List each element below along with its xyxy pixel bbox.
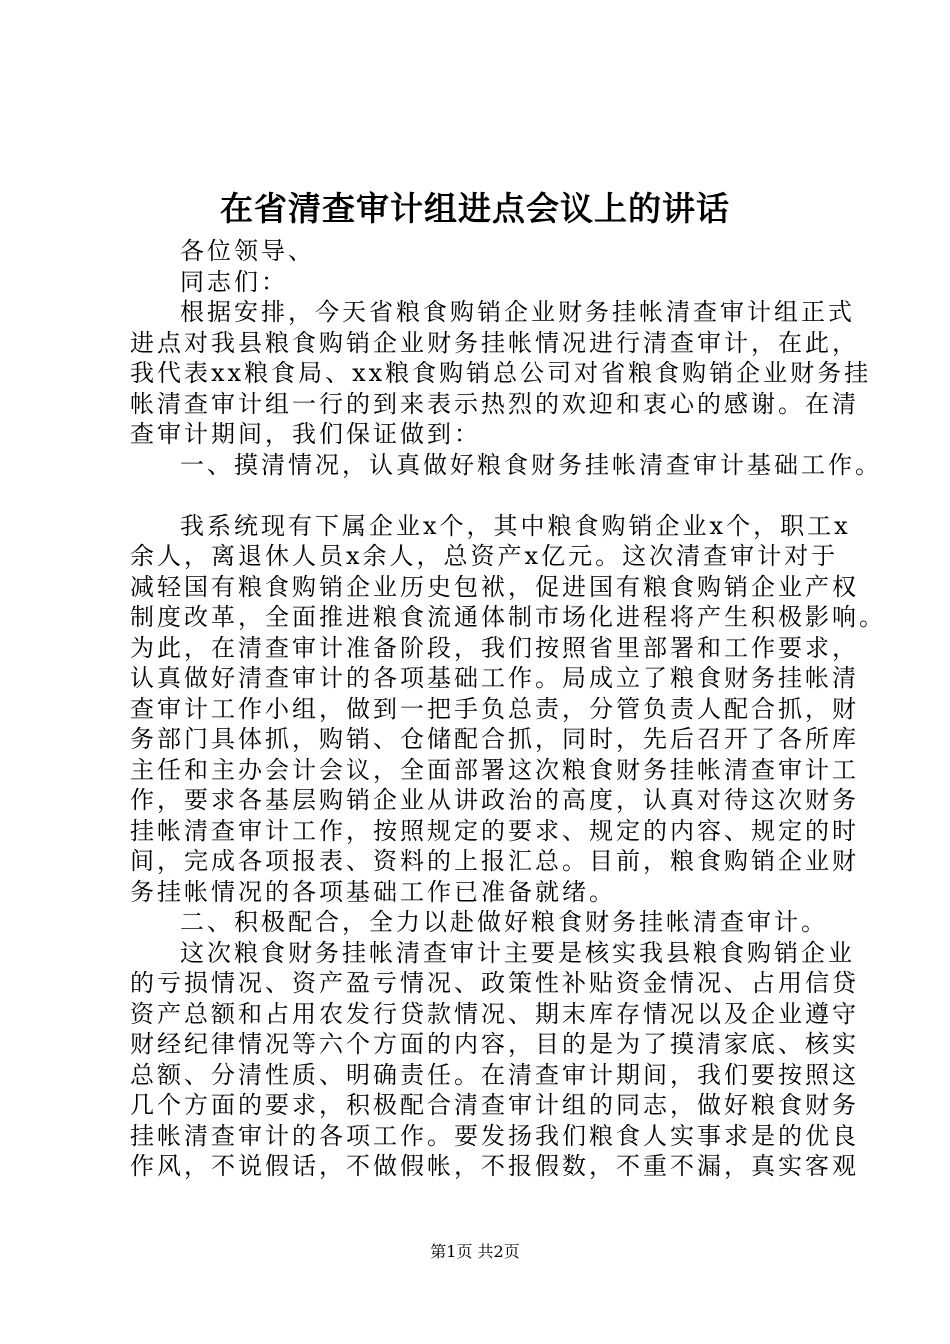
paragraph-line: 几个方面的要求，积极配合清查审计组的同志，做好粮食财务 xyxy=(130,1091,859,1119)
paragraph-line: 余人，离退休人员x余人，总资产x亿元。这次清查审计对于 xyxy=(130,542,839,570)
paragraph-line: 制度改革，全面推进粮食流通体制市场化进程将产生积极影响。 xyxy=(130,603,886,631)
section-heading: 一、摸清情况，认真做好粮食财务挂帐清查审计基础工作。 xyxy=(180,450,882,479)
paragraph-line: 根据安排，今天省粮食购销企业财务挂帐清查审计组正式 xyxy=(180,298,855,326)
paragraph-line: 间，完成各项报表、资料的上报汇总。目前，粮食购销企业财 xyxy=(130,847,859,875)
paragraph-line: 为此，在清查审计准备阶段，我们按照省里部署和工作要求， xyxy=(130,633,859,662)
paragraph-line: 进点对我县粮食购销企业财务挂帐情况进行清查审计，在此， xyxy=(130,328,859,357)
paragraph-line: 挂帐清查审计的各项工作。要发扬我们粮食人实事求是的优良 xyxy=(130,1121,859,1150)
paragraph-line: 总额、分清性质、明确责任。在清查审计期间，我们要按照这 xyxy=(130,1060,859,1089)
salutation-line: 同志们： xyxy=(180,267,288,296)
paragraph-line: 减轻国有粮食购销企业历史包袱，促进国有粮食购销企业产权 xyxy=(130,572,859,601)
page-number-footer: 第1页 共2页 xyxy=(430,1242,520,1261)
paragraph-line: 主任和主办会计会议，全面部署这次粮食财务挂帐清查审计工 xyxy=(130,755,859,784)
blank-line xyxy=(130,480,835,511)
paragraph-line: 务部门具体抓，购销、仓储配合抓，同时，先后召开了各所库 xyxy=(130,725,859,753)
paragraph-line: 作风，不说假话，不做假帐，不报假数，不重不漏，真实客观 xyxy=(130,1152,859,1180)
paragraph-line: 帐清查审计组一行的到来表示热烈的欢迎和衷心的感谢。在清 xyxy=(130,389,859,418)
paragraph-line: 资产总额和占用农发行贷款情况、期末库存情况以及企业遵守 xyxy=(130,999,859,1028)
document-body xyxy=(130,236,886,1182)
paragraph-line: 我代表xx粮食局、xx粮食购销总公司对省粮食购销企业财务挂 xyxy=(130,359,872,387)
paragraph-line: 挂帐清查审计工作，按照规定的要求、规定的内容、规定的时 xyxy=(130,816,859,845)
paragraph-line: 这次粮食财务挂帐清查审计主要是核实我县粮食购销企业 xyxy=(180,938,855,967)
paragraph-line: 查审计期间，我们保证做到： xyxy=(130,420,481,448)
paragraph-line: 作，要求各基层购销企业从讲政治的高度，认真对待这次财务 xyxy=(130,786,859,814)
paragraph-line: 我系统现有下属企业x个，其中粮食购销企业x个，职工x xyxy=(180,511,851,540)
salutation-line: 各位领导、 xyxy=(180,237,315,265)
paragraph-line: 认真做好清查审计的各项基础工作。局成立了粮食财务挂帐清 xyxy=(130,664,859,692)
section-heading: 二、积极配合，全力以赴做好粮食财务挂帐清查审计。 xyxy=(180,908,828,936)
paragraph-line: 的亏损情况、资产盈亏情况、政策性补贴资金情况、占用信贷 xyxy=(130,969,859,997)
document-title: 在省清查审计组进点会议上的讲话 xyxy=(220,189,730,228)
paragraph-line: 查审计工作小组，做到一把手负总责，分管负责人配合抓，财 xyxy=(130,694,859,723)
paragraph-line: 务挂帐情况的各项基础工作已准备就绪。 xyxy=(130,877,616,906)
paragraph-line: 财经纪律情况等六个方面的内容，目的是为了摸清家底、核实 xyxy=(130,1030,859,1058)
